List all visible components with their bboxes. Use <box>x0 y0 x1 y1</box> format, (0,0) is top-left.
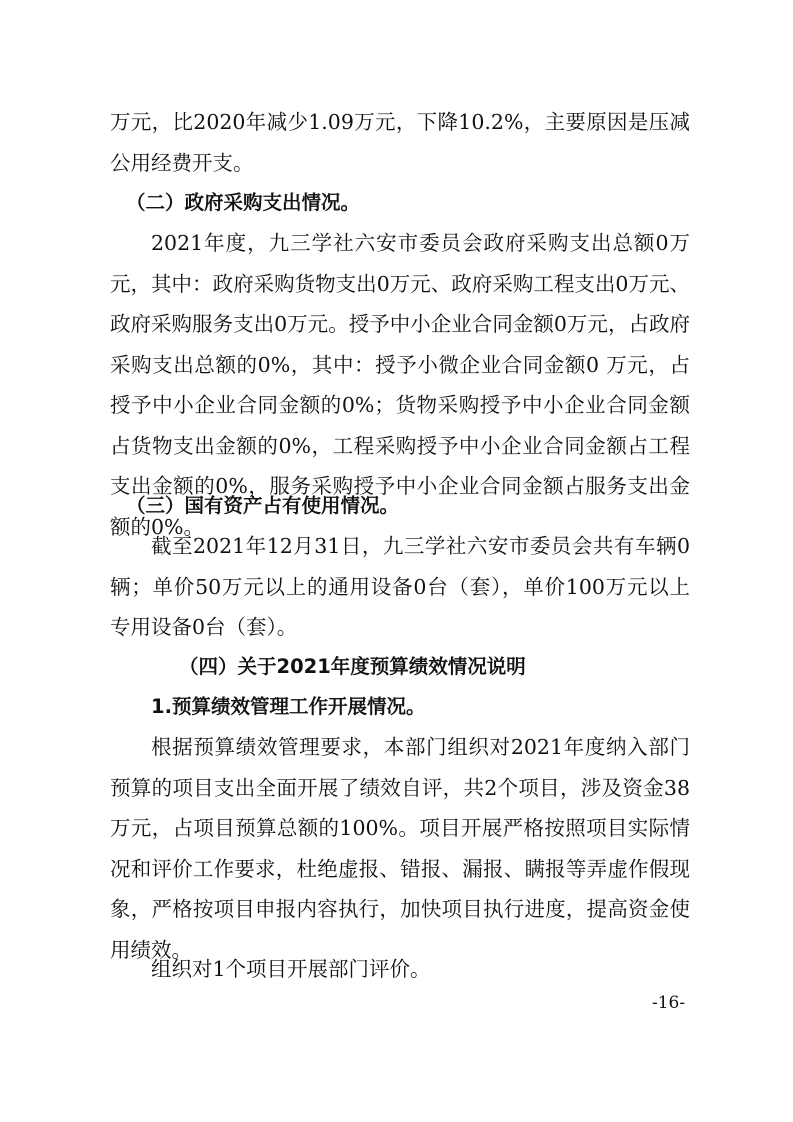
body-paragraph-assets: 截至2021年12月31日，九三学社六安市委员会共有车辆0辆；单价50万元以上的通用设备0台（套），单价100万元以上专用设备0台（套）。 <box>110 534 690 639</box>
body-paragraph-evaluation: 组织对1个项目开展部门评价。 <box>151 957 431 981</box>
body-paragraph-continuation: 万元，比2020年减少1.09万元，下降10.2%，主要原因是压减公用经费开支。 <box>110 110 690 175</box>
body-paragraph-procurement: 2021年度，九三学社六安市委员会政府采购支出总额0万元，其中：政府采购货物支出0万元、政府采购工程支出0万元、政府采购服务支出0万元。授予中小企业合同金额0万元，占政府采购支出总额的0%，其中：授予小微企业合同金额0 万元，占授予中小企业合同金额的0%；货物采购授予中小企业合同金额占货物支出金额的0%，工程采购授予中小企业合同金额占工程支出金额的0%，服务采购授予中小企业合同金额占服务支出金额的0%。 <box>110 231 690 539</box>
section-heading-state-assets: （三）国有资产占有使用情况。 <box>126 494 400 517</box>
subsection-heading-performance-management: 1.预算绩效管理工作开展情况。 <box>151 695 426 718</box>
section-heading-government-procurement: （二）政府采购支出情况。 <box>126 191 361 214</box>
body-paragraph-performance: 根据预算绩效管理要求，本部门组织对2021年度纳入部门预算的项目支出全面开展了绩效自评，共2个项目，涉及资金38万元，占项目预算总额的100%。项目开展严格按照项目实际情况和评价工作要求，杜绝虚报、错报、漏报、瞒报等弄虚作假现象，严格按项目申报内容执行，加快项目执行进度，提高资金使用绩效。 <box>110 735 690 962</box>
section-heading-performance: （四）关于2021年度预算绩效情况说明 <box>179 655 526 678</box>
page-number: -16- <box>652 993 686 1013</box>
